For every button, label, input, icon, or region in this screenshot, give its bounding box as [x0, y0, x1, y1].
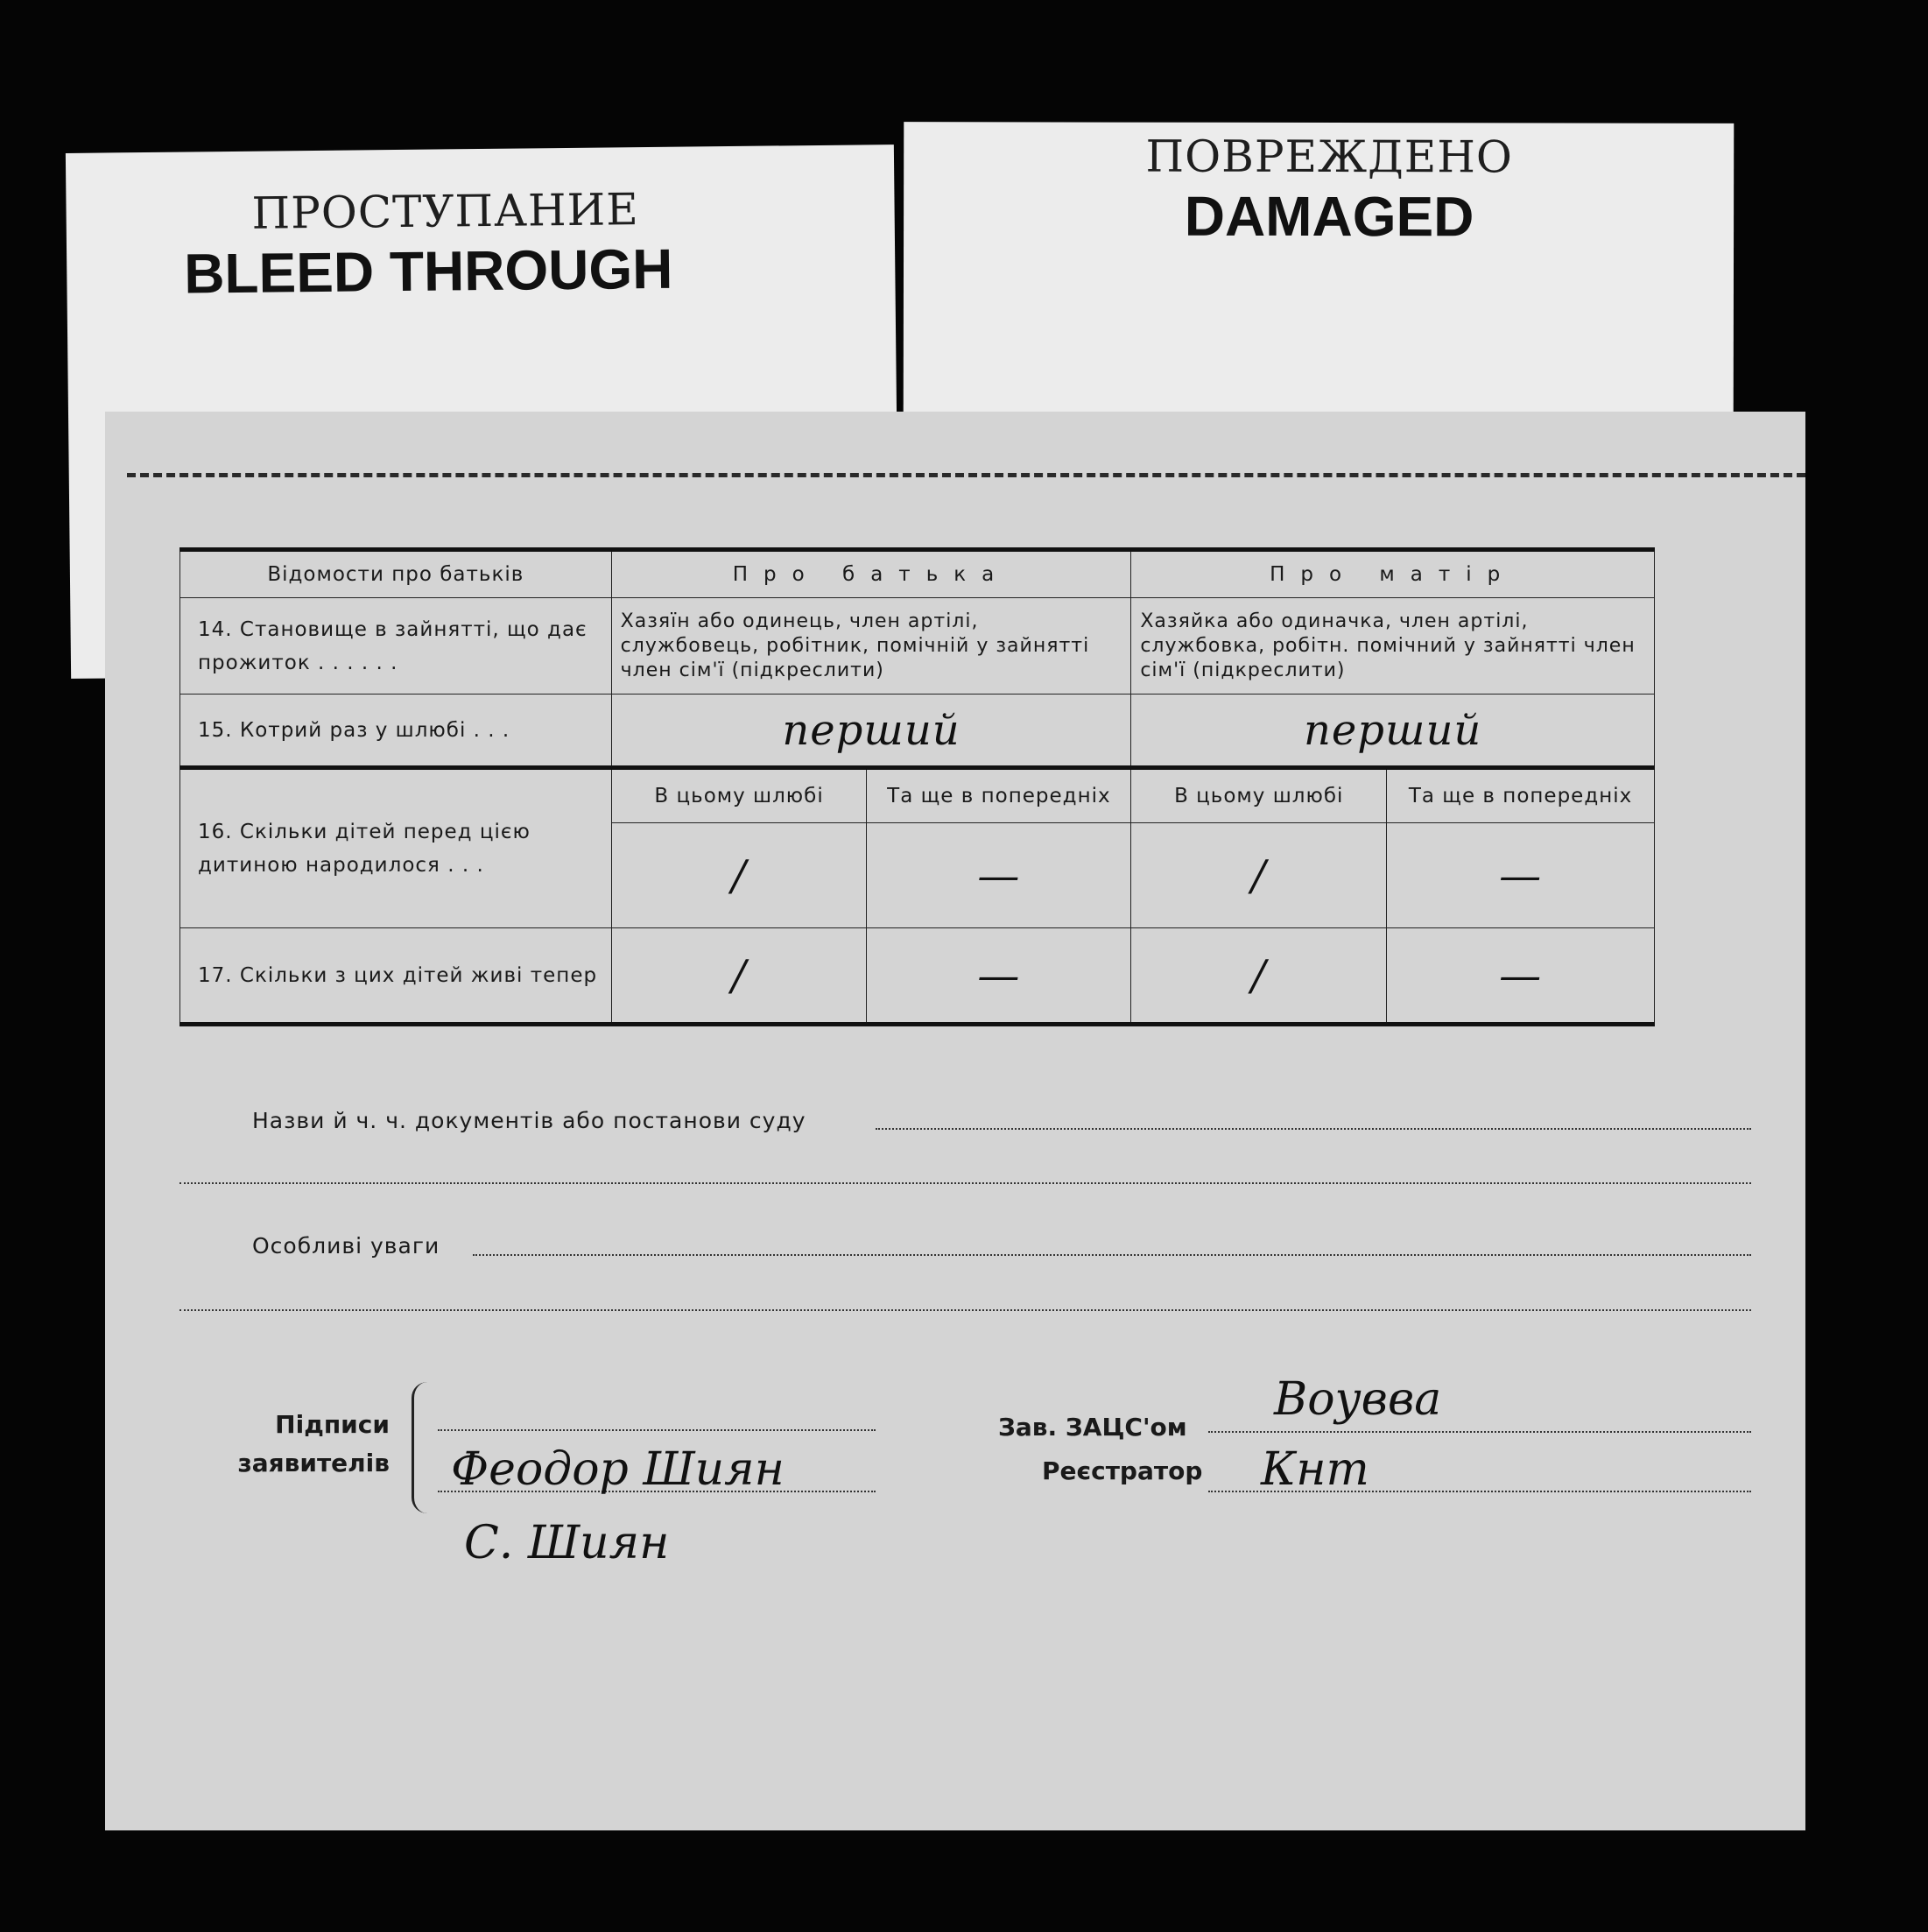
bleed-through-ru: ПРОСТУПАНИЕ — [251, 184, 639, 239]
q16-label: 16. Скільки дітей перед цією дитиною народилося . . . — [180, 768, 612, 928]
q15-father-value: перший — [611, 695, 1131, 768]
damaged-en: DAMAGED — [1184, 184, 1474, 249]
q16-father-prev: — — [867, 823, 1131, 928]
zags-head-signature: Воувва — [1274, 1373, 1442, 1426]
q14-father-options: Хазяїн або одинець, член артілі, службовець, робітник, помічній у зайнятті член сім'ї (підкреслити) — [611, 598, 1131, 695]
subheader-mother-this: В цьому шлюбі — [1131, 768, 1387, 823]
subheader-father-previous: Та ще в попередніх — [867, 768, 1131, 823]
q14-mother-options: Хазяйка або одиначка, член артілі, службовка, робітн. помічний у зайнятті член сім'ї (підкреслити) — [1131, 598, 1655, 695]
q17-label: 17. Скільки з цих дітей живі тепер — [180, 928, 612, 1025]
documents-line — [876, 1128, 1751, 1130]
remarks-label: Особливі уваги — [252, 1233, 440, 1259]
parents-info-table — [179, 547, 1655, 1026]
subheader-father-this: В цьому шлюбі — [611, 768, 867, 823]
q16-mother-this: / — [1131, 823, 1387, 928]
applicant-signature-2: С. Шиян — [464, 1517, 670, 1569]
remarks-line — [473, 1254, 1751, 1256]
documents-label: Назви й ч. ч. документів або постанови суду — [252, 1108, 806, 1133]
q15-label: 15. Котрий раз у шлюбі . . . — [180, 695, 612, 768]
q17-father-this: / — [611, 928, 867, 1025]
documents-line-2 — [179, 1182, 1751, 1184]
applicant-signature-1: Феодор Шиян — [451, 1443, 785, 1496]
header-father: Про батька — [611, 550, 1131, 598]
bleed-through-en: BLEED THROUGH — [183, 236, 673, 306]
zags-head-label: Зав. ЗАЦС'ом — [998, 1413, 1187, 1442]
perforation-line — [127, 473, 1805, 477]
damaged-tag — [904, 122, 1734, 421]
subheader-mother-previous: Та ще в попередніх — [1387, 768, 1655, 823]
q16-father-this: / — [611, 823, 867, 928]
q15-mother-value: перший — [1131, 695, 1655, 768]
remarks-line-2 — [179, 1309, 1751, 1311]
q16-mother-prev: — — [1387, 823, 1655, 928]
applicants-brace — [412, 1382, 433, 1513]
form-sheet — [105, 412, 1805, 1830]
registrar-label: Реєстратор — [1042, 1456, 1203, 1485]
q17-mother-this: / — [1131, 928, 1387, 1025]
applicant-line-1 — [438, 1429, 876, 1431]
header-parents-info: Відомости про батьків — [180, 550, 612, 598]
q17-father-prev: — — [867, 928, 1131, 1025]
applicants-signatures-label: Підписи заявителів — [237, 1410, 390, 1477]
registrar-signature: Кнт — [1261, 1443, 1369, 1496]
header-mother: Про матір — [1131, 550, 1655, 598]
q14-label: 14. Становище в зайнятті, що дає прожиток . . . . . . — [180, 598, 612, 695]
zags-head-line — [1208, 1431, 1751, 1433]
q17-mother-prev: — — [1387, 928, 1655, 1025]
damaged-ru: ПОВРЕЖДЕНО — [1145, 130, 1513, 183]
